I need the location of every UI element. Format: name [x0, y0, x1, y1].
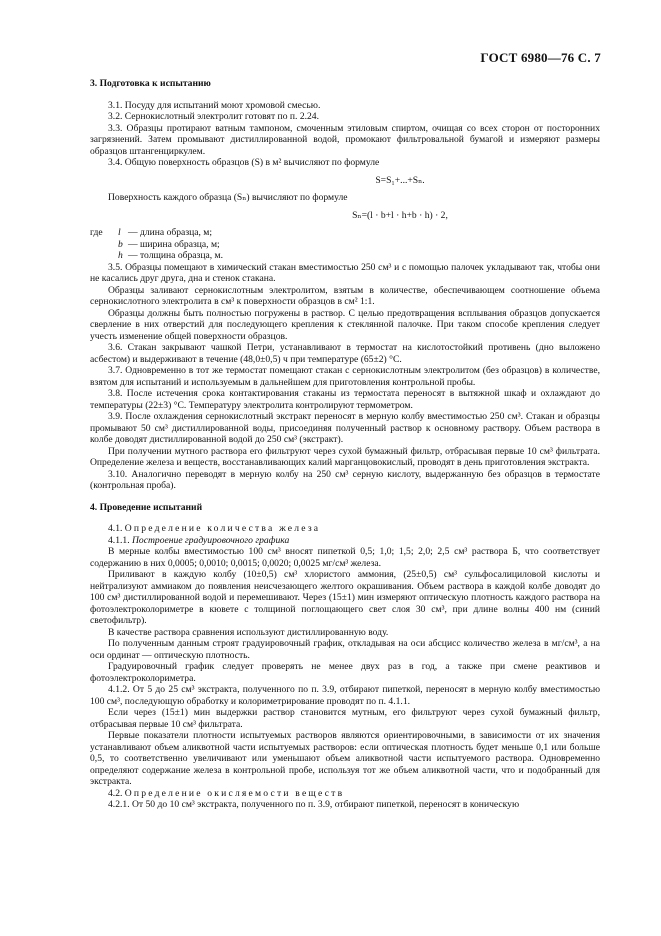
- definition-l: [90, 227, 600, 239]
- paragraph-4-1-title: Определение количества железа: [124, 523, 321, 534]
- definition-h-symbol: h: [118, 250, 123, 261]
- paragraph-surface: Поверхность каждого образца (Sₙ) вычисляют по формуле: [108, 192, 348, 203]
- paragraph-3-5c: Образцы должны быть полностью погружены в раствор. С целью предотвращения всплывания образцов допускается сверление в них отверстий для последующего крепления к стеклянной палочке. При таком способе крепления следует учесть изменение общей поверхности образцов.: [90, 307, 600, 342]
- paragraph-4-2: [90, 788, 600, 800]
- paragraph-4-1-number: 4.1.: [108, 523, 123, 534]
- paragraph-4-1-1d: По полученным данным строят градуировочный график, откладывая на оси абсцисс количество железа в мг/см³, а на оси ординат — оптическую плотность.: [90, 638, 600, 661]
- paragraph-4-1-1: [90, 535, 600, 547]
- paragraph-4-2-number: 4.2.: [108, 787, 123, 799]
- section-3-title: 3. Подготовка к испытанию: [90, 78, 211, 89]
- definition-where: где: [90, 227, 103, 238]
- document-body: [90, 52, 600, 811]
- paragraph-3-7: 3.7. Одновременно в тот же термостат помещают стакан с сернокислотным электролитом (без образцов) в количестве, взятом для испытаний и используемым в дальнейшем для приготовления контрольной пробы.: [90, 365, 600, 388]
- paragraph-4-1-1-number: 4.1.1.: [108, 534, 130, 546]
- definitions-list: [90, 227, 600, 262]
- formula-total-surface: S=S₁+...+Sₙ.: [375, 174, 425, 186]
- definition-b-symbol: b: [118, 238, 123, 250]
- definition-h: [90, 250, 600, 262]
- paragraph-4-1-1e: Градуировочный график следует проверять не менее двух раз в год, а также при смене реактивов и фотоэлектроколориметра.: [90, 661, 600, 684]
- paragraph-4-1-2b: Если через (15±1) мин выдержки раствор становится мутным, его фильтруют через сухой бумажный фильтр, отбрасывая первые 10 см³ фильтрата.: [90, 707, 600, 730]
- paragraph-4-1-1a: В мерные колбы вместимостью 100 см³ вносят пипеткой 0,5; 1,0; 1,5; 2,0; 2,5 см³ раствора Б, что соответствует содержанию в них 0,0005; 0,0010; 0,0015; 0,0020; 0,0025 мг/см³ железа.: [90, 546, 600, 569]
- paragraph-4-2-title: Определение окисляемости веществ: [124, 787, 345, 799]
- definition-l-text: — длина образца, м;: [128, 227, 213, 238]
- definition-b: [90, 239, 600, 251]
- paragraph-4-1-2: 4.1.2. От 5 до 25 см³ экстракта, полученного по п. 3.9, отбирают пипеткой, переносят в мерную колбу вместимостью 100 см³, последующую обработку и колориметрирование проводят по п. 4.1.1.: [90, 684, 600, 707]
- paragraph-3-5b: Образцы заливают сернокислотным электролитом, взятым в количестве, обеспечивающем соотношение объема сернокислотного электролита в см³ к поверхности образцов в см² 1:1.: [90, 284, 600, 307]
- formula-sample-surface: Sₙ=(l · b+l · h+b · h) · 2,: [352, 209, 448, 221]
- definition-l-symbol: l: [118, 227, 121, 238]
- paragraph-4-1-1-title: Построение градуировочного графика: [132, 534, 290, 546]
- paragraph-3-8: 3.8. После истечения срока контактирования стаканы из термостата переносят в вытяжной шкаф и охлаждают до температуры (22±3) °С. Температуру электролита контролируют термометром.: [90, 388, 600, 411]
- section-4-title: 4. Проведение испытаний: [90, 501, 203, 513]
- paragraph-4-2-1: 4.2.1. От 50 до 10 см³ экстракта, полученного по п. 3.9, отбирают пипеткой, переносят в коническую: [108, 799, 520, 810]
- paragraph-3-9: 3.9. После охлаждения сернокислотный экстракт переносят в мерную колбу вместимостью 250 см³. Стакан и образцы промывают 50 см³ дистиллированной воды, присоединяя полученный раствор к основному раствору. Объем раствора в колбе доводят дистиллированной водой до 250 см³ (экстракт).: [90, 411, 600, 445]
- definition-b-text: — ширина образца, м;: [128, 238, 220, 250]
- paragraph-4-1: [90, 523, 600, 535]
- paragraph-3-3: 3.3. Образцы протирают ватным тампоном, смоченным этиловым спиртом, очищая со всех сторон от посторонних загрязнений. Затем промывают дистиллированной водой, промокают фильтровальной бумагой и измеряют размеры образцов штангенциркулем.: [90, 122, 600, 157]
- paragraph-3-10: 3.10. Аналогично переводят в мерную колбу на 250 см³ серную кислоту, выдержанную без образцов в термостате (контрольная проба).: [90, 468, 600, 491]
- paragraph-4-1-1b: Приливают в каждую колбу (10±0,5) см³ хлористого аммония, (25±0,5) см³ сульфосалициловой кислоты и нейтрализуют аммиаком до появления неисчезающего желтого окрашивания. Объем раствора в каждой колбе доводят до 100 см³ дистиллированной водой и перемешивают. Через (15±1) мин измеряют оптическую плотность каждого раствора на фотоэлектроколориметре в кювете с толщиной поглощающего свет слоя 30 см³, при длине волны 400 нм (синий светофильтр).: [90, 569, 600, 626]
- paragraph-4-1-1c: В качестве раствора сравнения используют дистиллированную воду.: [108, 626, 389, 638]
- paragraph-4-1-2c: Первые показатели плотности испытуемых растворов являются ориентировочными, в зависимости от их значения устанавливают объем аликвотной части испытуемых растворов: если оптическая плотность будет меньше 0,1 или больше 0,5, то соответственно увеличивают или уменьшают объем аликвотной части испытуемого раствора. Одновременно определяют содержание железа в контрольной пробе, используя тот же объем аликвотной части, что и подобранный для экстракта.: [90, 730, 600, 787]
- paragraph-3-5: 3.5. Образцы помещают в химический стакан вместимостью 250 см³ и с помощью палочек укладывают так, чтобы они не касались друг друга, дна и стенок стакана.: [90, 261, 600, 284]
- definition-h-text: — толщина образца, м.: [128, 250, 224, 261]
- paragraph-3-1: 3.1. Посуду для испытаний моют хромовой смесью.: [108, 99, 321, 111]
- paragraph-3-9b: При получении мутного раствора его фильтруют через сухой бумажный фильтр, отбрасывая первые 10 см³ фильтрата. Определение железа и веществ, восстанавливающих калий марганцовокислый, проводят в день приготовления экстракта.: [90, 445, 600, 468]
- paragraph-3-6: 3.6. Стакан закрывают чашкой Петри, устанавливают в термостат на кислотостойкий противень (дно выложено асбестом) и выдерживают в течение (48,0±0,5) ч при температуре (65±2) °С.: [90, 342, 600, 365]
- paragraph-3-4: 3.4. Общую поверхность образцов (S) в м² вычисляют по формуле: [108, 157, 380, 168]
- page-header: ГОСТ 6980—76 С. 7: [480, 50, 601, 65]
- paragraph-3-2: 3.2. Сернокислотный электролит готовят по п. 2.24.: [108, 111, 320, 122]
